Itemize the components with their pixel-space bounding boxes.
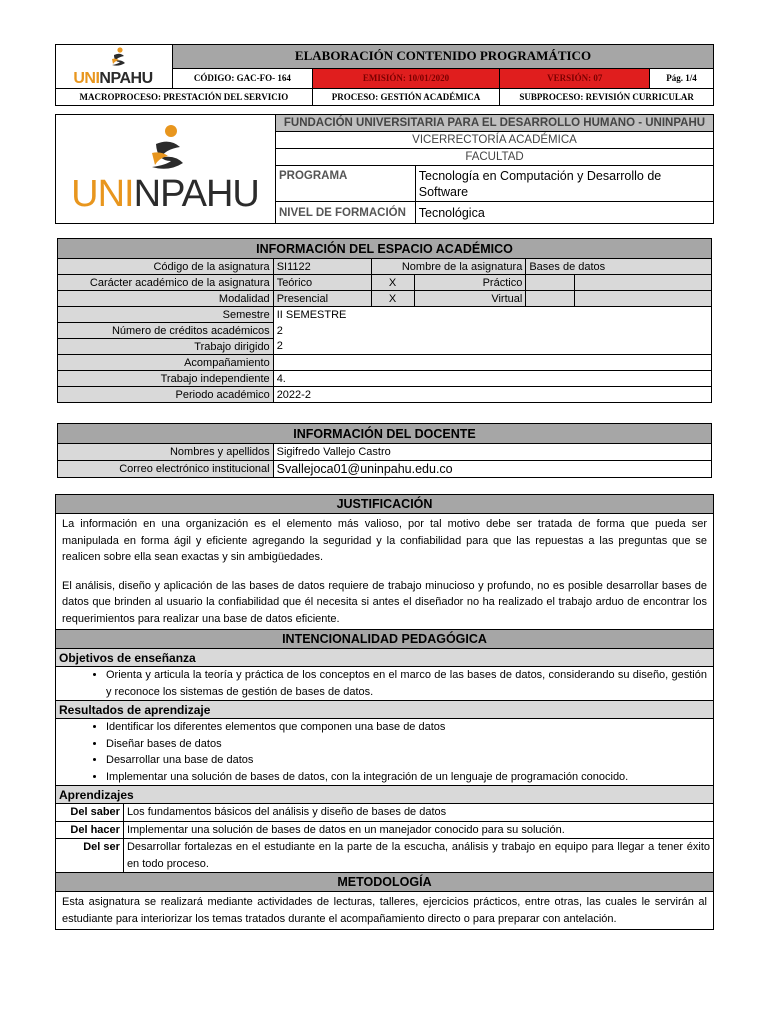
- docente-nombres-value: Sigifredo Vallejo Castro: [273, 444, 711, 461]
- dirigido-label: Trabajo dirigido: [58, 339, 274, 355]
- programa-label: PROGRAMA: [275, 166, 415, 202]
- document-header: [55, 44, 714, 106]
- objetivos-list: [56, 667, 707, 700]
- creditos-label: Número de créditos académicos: [58, 323, 274, 339]
- institution-block: [55, 114, 714, 224]
- acompanamiento-value: [273, 355, 711, 371]
- codigo-asignatura-value: SI1122: [273, 259, 371, 275]
- justificacion-heading: JUSTIFICACIÓN: [56, 495, 714, 514]
- programa-value: Tecnología en Computación y Desarrollo de Software: [415, 166, 713, 202]
- presencial-mark: X: [371, 291, 414, 307]
- semestre-label: Semestre: [58, 307, 274, 323]
- teorico-option: Teórico: [273, 275, 371, 291]
- justificacion-paragraph-2: El análisis, diseño y aplicación de las bases de datos requiere de trabajo minucioso y profundo, no es posible desarrollar bases de datos que brinden al usuario la confiabilidad que él necesita si antes el diseñador no ha realizado el trabajo arduo de encontrar los requerimientos para realizar una base de datos eficiente.: [56, 576, 714, 630]
- uninpahu-large-logo-icon: [56, 116, 274, 220]
- vicerrectoria-cell: VICERRECTORÍA ACADÉMICA: [275, 132, 713, 149]
- facultad-cell: FACULTAD: [275, 149, 713, 166]
- justificacion-paragraph-1: La información en una organización es el elemento más valioso, por tal motivo debe ser tratada de forma que pueda ser manipulada en forma ágil y eficiente agregando la seguridad y la confiabilidad para que las repuestas a las preguntas que se realicen sobre ella sean exactas y sin ambigüedades.: [56, 514, 714, 576]
- ser-value: Desarrollar fortalezas en el estudiante en la parte de la escucha, análisis y trabajo en equipo para llegar a tener éxito en todo proceso.: [123, 839, 713, 873]
- codigo-cell: CÓDIGO: GAC-FO- 164: [172, 68, 312, 88]
- resultados-list-cell: [56, 719, 714, 786]
- semestre-value: II SEMESTRE: [273, 307, 711, 323]
- presencial-option: Presencial: [273, 291, 371, 307]
- virtual-blank: [575, 291, 712, 307]
- fundacion-cell: FUNDACIÓN UNIVERSITARIA PARA EL DESARROLLO HUMANO - UNINPAHU: [275, 115, 713, 132]
- saber-value: Los fundamentos básicos del análisis y diseño de bases de datos: [123, 804, 713, 822]
- objetivos-list-cell: [56, 667, 714, 701]
- aprendizajes-heading: Aprendizajes: [56, 786, 714, 804]
- proceso-cell: PROCESO: GESTIÓN ACADÉMICA: [312, 89, 500, 106]
- docente-heading: INFORMACIÓN DEL DOCENTE: [58, 424, 712, 444]
- svg-text:UNINPAHU: UNINPAHU: [73, 70, 154, 85]
- practico-blank: [575, 275, 712, 291]
- svg-text:UNINPAHU: UNINPAHU: [71, 172, 260, 215]
- objetivos-heading: Objetivos de enseñanza: [56, 649, 714, 667]
- resultados-list: [56, 719, 707, 785]
- institution-logo: [56, 115, 276, 224]
- caracter-label: Carácter académico de la asignatura: [58, 275, 274, 291]
- subproceso-cell: SUBPROCESO: REVISIÓN CURRICULAR: [500, 89, 714, 106]
- saber-label: Del saber: [56, 804, 124, 822]
- docente-correo-label: Correo electrónico institucional: [58, 461, 274, 478]
- espacio-academico-block: [57, 238, 712, 403]
- macroproceso-cell: MACROPROCESO: PRESTACIÓN DEL SERVICIO: [56, 89, 313, 106]
- independiente-value: 4.: [273, 371, 711, 387]
- codigo-asignatura-label: Código de la asignatura: [58, 259, 274, 275]
- hacer-label: Del hacer: [56, 821, 124, 839]
- list-item: • Desarrollar una base de datos: [106, 752, 707, 769]
- docente-nombres-label: Nombres y apellidos: [58, 444, 274, 461]
- dirigido-value: 2: [273, 339, 711, 355]
- nivel-label: NIVEL DE FORMACIÓN: [275, 202, 415, 224]
- nivel-value: Tecnológica: [415, 202, 713, 224]
- intencionalidad-heading: INTENCIONALIDAD PEDAGÓGICA: [56, 630, 714, 649]
- practico-option: Práctico: [414, 275, 526, 291]
- header-logo: [56, 45, 173, 89]
- uninpahu-logo-icon: [56, 45, 171, 85]
- docente-correo-value: Svallejoca01@uninpahu.edu.co: [273, 461, 711, 478]
- list-item: • Orienta y articula la teoría y práctica de los conceptos en el marco de las bases de datos, considerando su diseño, gestión y reconoce los sistemas de gestión de bases de datos.: [106, 667, 707, 700]
- practico-mark: [526, 275, 575, 291]
- docente-block: [57, 423, 712, 478]
- periodo-value: 2022-2: [273, 387, 711, 403]
- document-title: ELABORACIÓN CONTENIDO PROGRAMÁTICO: [172, 45, 713, 69]
- ser-label: Del ser: [56, 839, 124, 873]
- list-item: • Implementar una solución de bases de datos, con la integración de un lenguaje de programación conocido.: [106, 769, 707, 786]
- list-item: • Diseñar bases de datos: [106, 736, 707, 753]
- list-item: • Identificar los diferentes elementos que componen una base de datos: [106, 719, 707, 736]
- nombre-asignatura-label: Nombre de la asignatura: [371, 259, 526, 275]
- hacer-value: Implementar una solución de bases de datos en un manejador conocido para su solución.: [123, 821, 713, 839]
- metodologia-heading: METODOLOGÍA: [56, 873, 714, 892]
- teorico-mark: X: [371, 275, 414, 291]
- espacio-heading: INFORMACIÓN DEL ESPACIO ACADÉMICO: [58, 239, 712, 259]
- acompanamiento-label: Acompañamiento: [58, 355, 274, 371]
- independiente-label: Trabajo independiente: [58, 371, 274, 387]
- modalidad-label: Modalidad: [58, 291, 274, 307]
- virtual-option: Virtual: [414, 291, 526, 307]
- content-block: [55, 494, 714, 930]
- pagina-cell: Pág. 1/4: [650, 68, 714, 88]
- virtual-mark: [526, 291, 575, 307]
- creditos-value: 2: [273, 323, 711, 339]
- nombre-asignatura-value: Bases de datos: [526, 259, 712, 275]
- version-cell: VERSIÓN: 07: [500, 68, 650, 88]
- emision-cell: EMISIÓN: 10/01/2020: [312, 68, 500, 88]
- metodologia-text: Esta asignatura se realizará mediante actividades de lecturas, talleres, ejercicios prácticos, entre otras, las cuales le servirán al estudiante para interiorizar los temas tratados durante el acompañamiento directo o para preparar con antelación.: [56, 892, 714, 930]
- periodo-label: Periodo académico: [58, 387, 274, 403]
- resultados-heading: Resultados de aprendizaje: [56, 701, 714, 719]
